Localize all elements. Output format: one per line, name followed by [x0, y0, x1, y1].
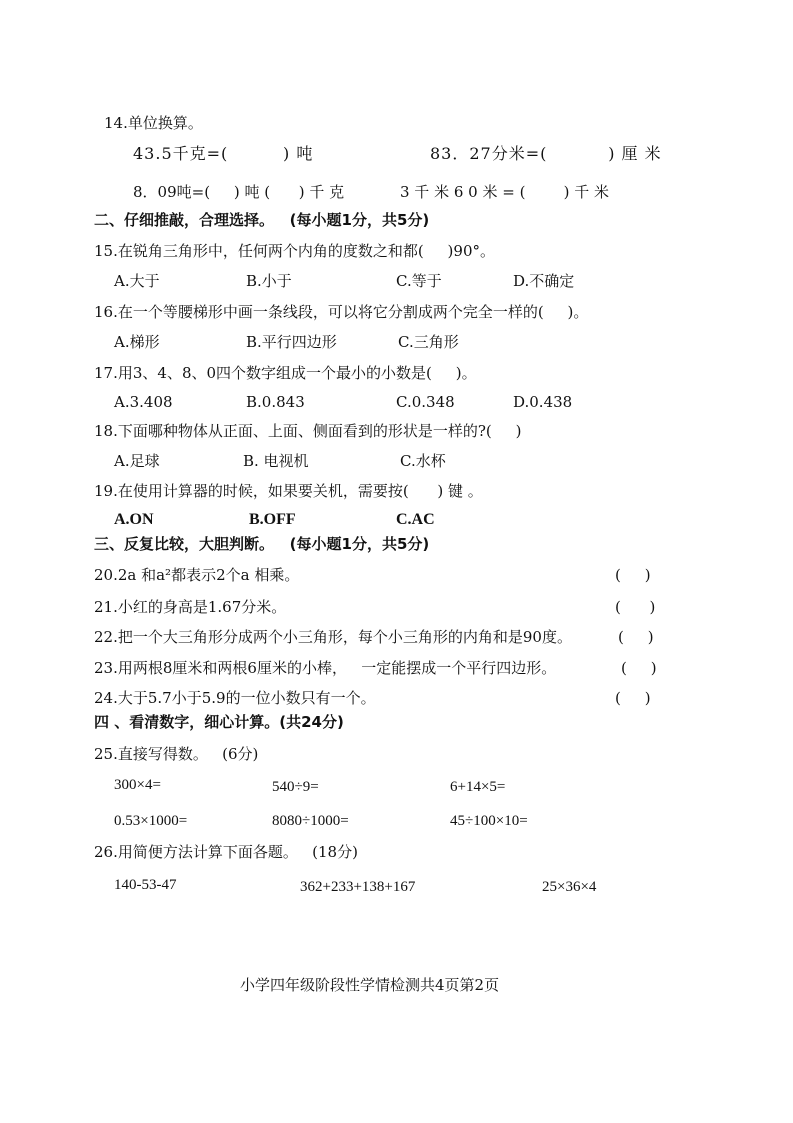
q14-title: 14.单位换算。: [104, 114, 203, 132]
q19-option-b: B.OFF: [249, 511, 296, 528]
q17-option-d: D.0.438: [513, 393, 573, 411]
q15-stem: 15.在锐角三角形中，任何两个内角的度数之和都( )90°。: [94, 242, 495, 260]
q16-option-c: C.三角形: [398, 333, 459, 351]
section-2-heading: 二、仔细推敲，合理选择。 (每小题1分，共5分): [94, 211, 430, 229]
q18-option-a: A.足球: [114, 452, 160, 470]
q14-conversion-3: 8．09吨=( ) 吨 ( ) 千 克: [133, 183, 345, 201]
q25-item-3: 6+14×5=: [450, 779, 506, 795]
q14-conversion-2: 83．27分米=( ) 厘 米: [430, 144, 662, 163]
q17-option-b: B.0.843: [246, 393, 305, 411]
q22-statement: 22.把一个大三角形分成两个小三角形，每个小三角形的内角和是90度。: [94, 628, 572, 646]
q23-statement: 23.用两根8厘米和两根6厘米的小棒， 一定能摆成一个平行四边形。: [94, 659, 557, 677]
q22-answer-blank: ( ): [618, 628, 654, 646]
q18-option-b: B. 电视机: [243, 452, 309, 470]
q24-answer-blank: ( ): [615, 689, 651, 707]
q19-option-a: A.ON: [114, 511, 154, 528]
q26-item-1: 140-53-47: [114, 877, 177, 893]
q16-option-a: A.梯形: [114, 333, 160, 351]
q25-item-2: 540÷9=: [272, 779, 319, 795]
q16-stem: 16.在一个等腰梯形中画一条线段，可以将它分割成两个完全一样的( )。: [94, 303, 589, 321]
q16-option-b: B.平行四边形: [246, 333, 337, 351]
q19-stem: 19.在使用计算器的时候，如果要关机，需要按( ) 键 。: [94, 482, 483, 500]
q17-stem: 17.用3、4、8、0四个数字组成一个最小的小数是( )。: [94, 364, 477, 382]
q15-option-a: A.大于: [114, 272, 160, 290]
q25-item-4: 0.53×1000=: [114, 813, 188, 829]
q26-item-3: 25×36×4: [542, 879, 597, 895]
q15-option-b: B.小于: [246, 272, 292, 290]
q20-answer-blank: ( ): [615, 566, 651, 584]
q18-stem: 18.下面哪种物体从正面、上面、侧面看到的形状是一样的?( ): [94, 422, 522, 440]
q25-item-5: 8080÷1000=: [272, 813, 349, 829]
q26-stem: 26.用简便方法计算下面各题。 (18分): [94, 843, 358, 861]
q23-answer-blank: ( ): [621, 659, 657, 677]
q17-option-a: A.3.408: [114, 393, 173, 411]
q20-statement: 20.2a 和a²都表示2个a 相乘。: [94, 566, 300, 584]
q15-option-c: C.等于: [396, 272, 442, 290]
q19-option-c: C.AC: [396, 511, 435, 528]
q24-statement: 24.大于5.7小于5.9的一位小数只有一个。: [94, 689, 376, 707]
q15-option-d: D.不确定: [513, 272, 575, 290]
section-3-heading: 三、反复比较，大胆判断。 (每小题1分，共5分): [94, 535, 430, 553]
q21-answer-blank: ( ): [615, 598, 656, 616]
q18-option-c: C.水杯: [400, 452, 446, 470]
q14-conversion-1: 43.5千克=( ) 吨: [133, 144, 314, 163]
section-4-heading: 四 、看清数字，细心计算。(共24分): [94, 713, 344, 731]
q26-item-2: 362+233+138+167: [300, 879, 416, 895]
page-footer: 小学四年级阶段性学情检测共4页第2页: [240, 976, 500, 994]
q25-stem: 25.直接写得数。 (6分): [94, 745, 259, 763]
q17-option-c: C.0.348: [396, 393, 455, 411]
q25-item-6: 45÷100×10=: [450, 813, 528, 829]
q25-item-1: 300×4=: [114, 777, 161, 793]
q21-statement: 21.小红的身高是1.67分米。: [94, 598, 287, 616]
q14-conversion-4: 3 千 米 6 0 米 = ( ) 千 米: [400, 183, 609, 201]
